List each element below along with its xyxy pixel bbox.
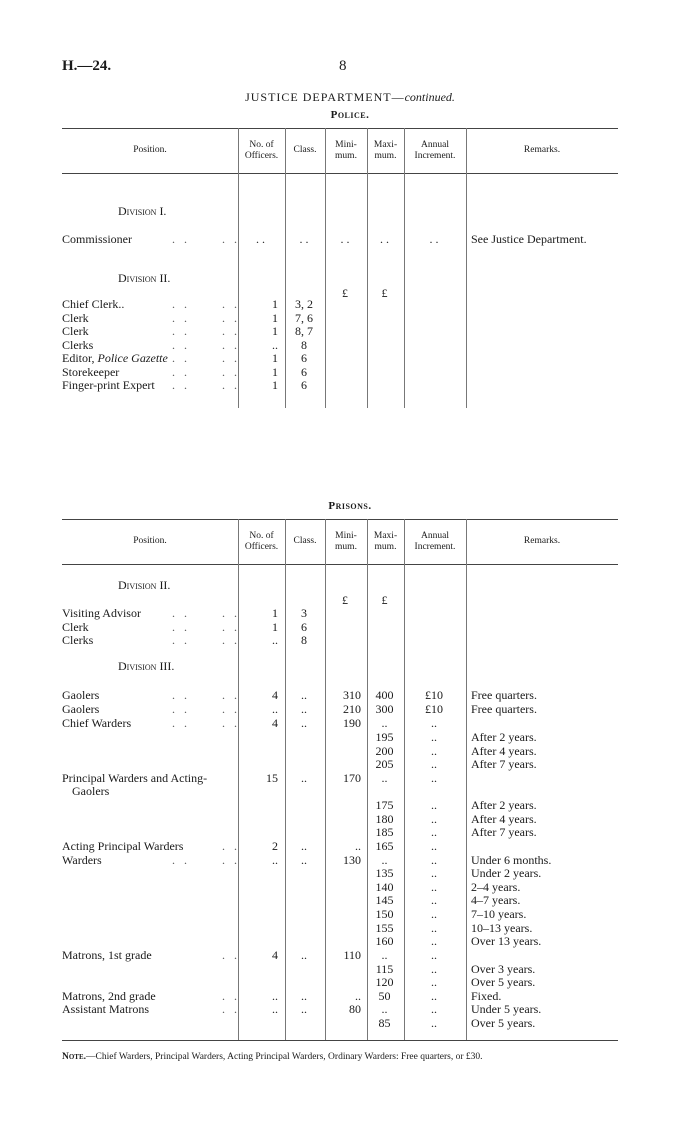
remarks-cell: 4–7 years. (471, 893, 521, 907)
remarks-cell: Fixed. (471, 989, 502, 1003)
class-cell: .. (301, 1002, 307, 1016)
maximum-cell: 185 (375, 825, 394, 839)
leader-dots: . . (222, 619, 240, 634)
increment-cell: .. (431, 744, 437, 758)
leader-dots: . . (222, 989, 240, 1003)
department-name: JUSTICE DEPARTMENT— (245, 90, 405, 104)
position-cell: Chief Warders (62, 716, 132, 730)
column-rule (466, 519, 467, 1040)
position-cell: Assistant Matrons (62, 1002, 149, 1016)
class-cell: 6 (301, 364, 307, 379)
remarks-cell: See Justice Department. (471, 232, 587, 246)
leader-dots: . . (222, 1002, 240, 1016)
leader-dots: . . (172, 232, 190, 246)
remarks-cell: After 7 years. (471, 825, 537, 839)
increment-cell: .. (431, 798, 437, 812)
class-cell: .. (301, 771, 307, 785)
increment-cell: .. (431, 853, 437, 867)
position-cell: Clerks (62, 633, 94, 647)
header-increment: Annual Increment. (414, 531, 456, 552)
position-cell: Warders (62, 853, 102, 867)
header-maximum: Maxi- mum. (373, 531, 398, 552)
increment-cell: .. (431, 893, 437, 907)
maximum-cell: .. (381, 1002, 388, 1016)
remarks-cell: Over 3 years. (471, 962, 536, 976)
remarks-cell: Over 5 years. (471, 975, 536, 989)
officers-cell: 15 (266, 771, 278, 785)
officers-cell: 1 (272, 324, 278, 338)
class-cell: 8 (301, 633, 307, 647)
officers-cell: .. (272, 702, 278, 716)
officers-cell: 4 (272, 948, 278, 962)
leader-dots: . . (172, 364, 190, 379)
class-cell: .. (301, 948, 307, 962)
position-cell: Matrons, 2nd grade (62, 989, 156, 1003)
increment-cell: .. (431, 948, 437, 962)
class-cell: .. (301, 839, 307, 853)
prisons-section-title: Prisons. (328, 500, 372, 512)
italic-title: Police Gazette (97, 351, 168, 365)
position-cell: Gaolers (62, 688, 100, 702)
remarks-cell: 2–4 years. (471, 880, 521, 894)
leader-dots: . . (222, 716, 240, 730)
pound-symbol: £ (342, 593, 348, 607)
increment-cell: .. (431, 934, 437, 948)
minimum-cell: 80 (349, 1002, 361, 1016)
maximum-cell: .. (381, 716, 388, 730)
leader-dots: . . (222, 351, 240, 365)
increment-cell: .. (431, 1016, 437, 1030)
table-top-rule (62, 128, 618, 129)
officers-cell: .. (272, 337, 278, 352)
maximum-cell: .. (381, 948, 388, 962)
pound-symbol: £ (381, 286, 388, 300)
increment-cell: .. (431, 962, 437, 976)
position-cell: Finger-print Expert (62, 378, 155, 392)
maximum-cell: 165 (375, 839, 394, 853)
class-cell: 6 (301, 351, 307, 365)
leader-dots: . . (172, 310, 190, 325)
maximum-cell: .. (381, 771, 388, 785)
class-cell: 7, 6 (295, 310, 313, 325)
increment-cell: .. (431, 907, 437, 921)
maximum-cell: 50 (378, 989, 391, 1003)
increment-cell: .. (431, 812, 437, 826)
maximum-cell: 180 (375, 812, 394, 826)
pound-symbol: £ (381, 593, 388, 607)
maximum-cell: 300 (375, 702, 394, 716)
position-cell: Commissioner (62, 232, 133, 246)
empty-cell: . . (256, 232, 265, 246)
remarks-cell: After 2 years. (471, 730, 537, 744)
position-cell: Visiting Advisor (62, 606, 141, 620)
column-rule (466, 128, 467, 408)
column-rule (404, 128, 405, 408)
class-cell: .. (301, 989, 307, 1003)
table-bottom-rule (62, 1040, 618, 1041)
remarks-cell: After 7 years. (471, 757, 537, 771)
leader-dots: . . (222, 839, 240, 853)
header-officers: No. of Officers. (244, 140, 279, 161)
header-increment: Annual Increment. (414, 140, 456, 161)
leader-dots: . . (172, 297, 190, 311)
header-minimum: Mini- mum. (335, 140, 357, 161)
header-minimum: Mini- mum. (335, 531, 357, 552)
increment-cell: .. (431, 866, 437, 880)
remarks-cell: Under 2 years. (471, 866, 542, 880)
class-cell: 3 (301, 606, 307, 620)
position-cell: Clerk (62, 310, 89, 325)
increment-cell: .. (431, 921, 437, 935)
class-cell: .. (301, 702, 307, 716)
officers-cell: 4 (272, 716, 278, 730)
remarks-cell: 10–13 years. (471, 921, 533, 935)
leader-dots: . . (222, 364, 240, 379)
maximum-cell: 205 (375, 757, 394, 771)
remarks-cell: After 4 years. (471, 744, 537, 758)
remarks-cell: Under 6 months. (471, 853, 552, 867)
officers-cell: 1 (272, 364, 278, 379)
position-cell: Principal Warders and Acting- (62, 771, 208, 785)
table-top-rule (62, 519, 618, 520)
remarks-cell: Free quarters. (471, 702, 537, 716)
officers-cell: .. (272, 633, 278, 647)
maximum-cell: 85 (378, 1016, 391, 1030)
minimum-cell: .. (355, 839, 361, 853)
increment-cell: .. (431, 839, 437, 853)
leader-dots: . . (172, 324, 190, 338)
officers-cell: 4 (272, 688, 278, 702)
remarks-cell: After 4 years. (471, 812, 537, 826)
footnote (62, 1052, 482, 1062)
maximum-cell: 140 (375, 880, 394, 894)
remarks-cell: 7–10 years. (471, 907, 527, 921)
increment-cell: .. (431, 771, 437, 785)
increment-cell: .. (431, 975, 437, 989)
officers-cell: 1 (272, 351, 278, 365)
maximum-cell: 160 (375, 934, 394, 948)
leader-dots: . . (222, 337, 240, 352)
maximum-cell: 150 (375, 907, 394, 921)
column-rule (367, 128, 368, 408)
increment-cell: .. (431, 825, 437, 839)
officers-cell: 1 (272, 606, 278, 620)
leader-dots: . . (222, 688, 240, 702)
leader-dots: . . (222, 310, 240, 325)
increment-cell: .. (431, 757, 437, 771)
note-label: Note. (62, 1052, 87, 1062)
increment-cell: .. (431, 716, 437, 730)
department-title (0, 90, 700, 105)
position-cell: Acting Principal Warders (62, 839, 184, 853)
officers-cell: .. (272, 989, 278, 1003)
maximum-cell: 135 (375, 866, 394, 880)
position-cell: Clerks (62, 337, 94, 352)
leader-dots: . . (172, 619, 190, 634)
leader-dots: . . (222, 853, 240, 867)
officers-cell: 1 (272, 619, 278, 634)
increment-cell: .. (431, 730, 437, 744)
leader-dots: . . (172, 688, 190, 702)
header-remarks: Remarks. (523, 536, 561, 546)
increment-cell: .. (431, 1002, 437, 1016)
increment-cell: £10 (425, 702, 443, 716)
minimum-cell: 190 (343, 716, 361, 730)
officers-cell: 1 (272, 297, 278, 311)
leader-dots: . . (172, 378, 190, 392)
maximum-cell: 400 (375, 688, 394, 702)
page-number: 8 (339, 58, 347, 74)
remarks-cell: Under 5 years. (471, 1002, 542, 1016)
minimum-cell: 210 (343, 702, 361, 716)
class-cell: 3, 2 (295, 297, 313, 311)
header-class: Class. (293, 536, 317, 546)
officers-cell: .. (272, 1002, 278, 1016)
header-bottom-rule (62, 173, 618, 174)
class-cell: 6 (301, 619, 307, 634)
leader-dots: . . (222, 232, 240, 246)
maximum-cell: 115 (375, 962, 394, 976)
leader-dots: . . (172, 351, 190, 365)
header-maximum: Maxi- mum. (373, 140, 398, 161)
position-cell: Chief Clerk.. (62, 297, 125, 311)
class-cell: .. (301, 688, 307, 702)
increment-cell: £10 (425, 688, 443, 702)
leader-dots: . . (222, 702, 240, 716)
class-cell: 6 (301, 378, 307, 392)
remarks-cell: Over 13 years. (471, 934, 542, 948)
position-cell: Gaolers (72, 784, 110, 798)
leader-dots: . . (222, 948, 240, 962)
maximum-cell: 195 (375, 730, 394, 744)
remarks-cell: After 2 years. (471, 798, 537, 812)
leader-dots: . . (172, 606, 190, 620)
maximum-cell: 145 (375, 893, 394, 907)
position-cell: Gaolers (62, 702, 100, 716)
header-position: Position. (133, 145, 167, 155)
empty-cell: . . (299, 232, 309, 246)
leader-dots: . . (172, 853, 190, 867)
class-cell: .. (301, 853, 307, 867)
header-bottom-rule (62, 564, 618, 565)
continued-label: continued. (404, 90, 455, 104)
division-heading: Division II. (118, 271, 171, 285)
header-officers: No. of Officers. (244, 531, 279, 552)
leader-dots: . . (172, 633, 190, 647)
officers-cell: 1 (272, 378, 278, 392)
empty-cell: . . (429, 232, 439, 246)
minimum-cell: 110 (343, 948, 361, 962)
maximum-cell: 155 (375, 921, 394, 935)
division-heading: Division III. (118, 659, 175, 673)
leader-dots: . . (222, 378, 240, 392)
header-position: Position. (133, 536, 167, 546)
leader-dots: . . (172, 702, 190, 716)
maximum-cell: 120 (375, 975, 394, 989)
empty-cell: . . (380, 232, 389, 246)
pound-symbol: £ (342, 286, 348, 300)
position-cell: Matrons, 1st grade (62, 948, 152, 962)
minimum-cell: 130 (343, 853, 361, 867)
minimum-cell: 170 (343, 771, 361, 785)
maximum-cell: 200 (375, 744, 394, 758)
note-text: —Chief Warders, Principal Warders, Acting Principal Warders, Ordinary Warders: Free quarters, or £30. (86, 1052, 483, 1062)
column-rule (325, 128, 326, 408)
empty-cell: . . (340, 232, 350, 246)
division-heading: Division I. (118, 204, 167, 218)
class-cell: .. (301, 716, 307, 730)
leader-dots: . . (222, 606, 240, 620)
division-heading: Division II. (118, 578, 171, 592)
header-class: Class. (293, 145, 317, 155)
class-cell: 8 (301, 337, 307, 352)
leader-dots: . . (172, 716, 190, 730)
page-reference: H.—24. (62, 58, 112, 74)
increment-cell: .. (431, 880, 437, 894)
leader-dots: . . (222, 297, 240, 311)
class-cell: 8, 7 (295, 324, 313, 338)
leader-dots: . . (222, 633, 240, 647)
increment-cell: .. (431, 989, 437, 1003)
position-cell: Clerk (62, 619, 89, 634)
remarks-cell: Over 5 years. (471, 1016, 536, 1030)
remarks-cell: Free quarters. (471, 688, 537, 702)
position-cell: Editor, Police Gazette (62, 351, 168, 365)
minimum-cell: .. (355, 989, 361, 1003)
officers-cell: 2 (272, 839, 278, 853)
maximum-cell: 175 (375, 798, 394, 812)
position-cell: Clerk (62, 324, 89, 338)
police-section-title: Police. (330, 109, 370, 121)
position-cell: Storekeeper (62, 364, 120, 379)
officers-cell: 1 (272, 310, 278, 325)
leader-dots: . . (172, 337, 190, 352)
leader-dots: . . (222, 324, 240, 338)
officers-cell: .. (272, 853, 278, 867)
header-remarks: Remarks. (523, 145, 561, 155)
maximum-cell: .. (381, 853, 388, 867)
minimum-cell: 310 (343, 688, 361, 702)
